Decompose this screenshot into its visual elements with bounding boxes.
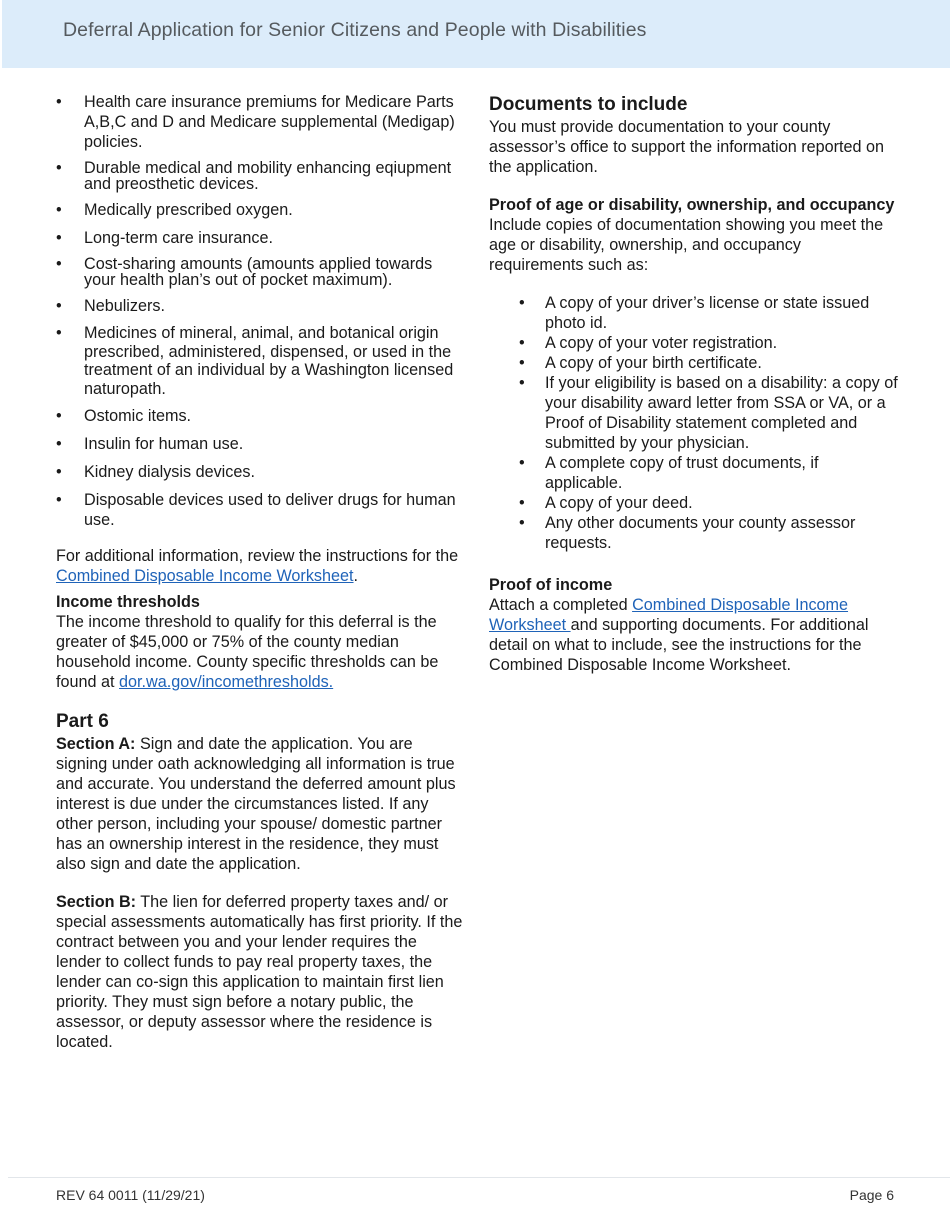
bullet-icon: • bbox=[519, 294, 525, 312]
list-item: • Nebulizers. bbox=[56, 297, 165, 315]
document-title: Deferral Application for Senior Citizens and People with Disabilities bbox=[63, 19, 647, 41]
list-item: • Health care insurance premiums for Medicare Parts A,B,C and D and Medicare supplemental (Medigap) policies. bbox=[56, 93, 455, 151]
form-number: REV 64 0011 (11/29/21) bbox=[56, 1187, 205, 1203]
list-item: • Any other documents your county assessor requests. bbox=[519, 514, 856, 552]
bullet-icon: • bbox=[56, 201, 62, 219]
additional-info-paragraph: For additional information, review the instructions for the Combined Disposable Income Worksheet. bbox=[56, 547, 459, 585]
bullet-icon: • bbox=[56, 159, 62, 177]
bullet-icon: • bbox=[519, 514, 525, 532]
proof-age-paragraph: Include copies of documentation showing you meet the age or disability, ownership, and occupancy requirements such as: bbox=[489, 216, 884, 274]
left-column bbox=[56, 92, 466, 1052]
proof-income-paragraph: Attach a completed Combined Disposable Income Worksheet and supporting documents. For additional detail on what to include, see the instructions for the Combined Disposable Income Worksheet. bbox=[489, 596, 869, 674]
income-thresholds-link[interactable]: dor.wa.gov/incomethresholds. bbox=[119, 673, 334, 691]
proof-income-heading: Proof of income bbox=[489, 576, 613, 594]
bullet-icon: • bbox=[56, 229, 62, 247]
footer-divider bbox=[8, 1177, 950, 1178]
page-header bbox=[2, 0, 950, 68]
list-item: • A copy of your birth certificate. bbox=[519, 354, 762, 372]
documents-heading: Documents to include bbox=[489, 94, 688, 115]
worksheet-link[interactable]: Combined Disposable Income Worksheet bbox=[489, 596, 849, 634]
bullet-icon: • bbox=[519, 354, 525, 372]
bullet-icon: • bbox=[519, 494, 525, 512]
bullet-icon: • bbox=[56, 435, 62, 453]
medical-expenses-list bbox=[56, 92, 466, 530]
list-item: • Insulin for human use. bbox=[56, 435, 244, 453]
list-item: • A copy of your voter registration. bbox=[519, 334, 778, 352]
bullet-icon: • bbox=[519, 454, 525, 472]
bullet-icon: • bbox=[56, 297, 62, 315]
bullet-icon: • bbox=[56, 93, 62, 111]
income-thresholds-heading: Income thresholds bbox=[56, 593, 200, 611]
list-item: • A complete copy of trust documents, if applicable. bbox=[519, 454, 819, 492]
list-item: • If your eligibility is based on a disability: a copy of your disability award letter from SSA or VA, or a Proof of Disability statement completed and submitted by your physician. bbox=[519, 374, 898, 452]
list-item: • Medically prescribed oxygen. bbox=[56, 201, 293, 219]
section-a-paragraph: Section A: Sign and date the application. You are signing under oath acknowledging all information is true and accurate. You understand the deferred amount plus interest is due under the circumstances listed. If any other person, including your spouse/ domestic partner has an ownership interest in the residence, they must also sign and date the application. bbox=[56, 735, 456, 873]
page-number: Page 6 bbox=[849, 1187, 894, 1203]
list-item: • A copy of your driver’s license or state issued photo id. bbox=[519, 294, 870, 332]
section-b-paragraph: Section B: The lien for deferred property taxes and/ or special assessments automatically has first priority. If the contract between you and your lender requires the lender to collect funds to pay real property taxes, the lender can co-sign this application to maintain first lien priority. They must sign before a notary public, the assessor, or deputy assessor where the residence is located. bbox=[56, 893, 463, 1051]
proof-age-heading: Proof of age or disability, ownership, and occupancy bbox=[489, 196, 895, 214]
proof-documents-list bbox=[489, 293, 899, 553]
bullet-icon: • bbox=[56, 324, 62, 342]
bullet-icon: • bbox=[519, 374, 525, 392]
bullet-icon: • bbox=[56, 407, 62, 425]
part6-heading: Part 6 bbox=[56, 711, 109, 732]
documents-paragraph: You must provide documentation to your county assessor’s office to support the information reported on the application. bbox=[489, 118, 885, 176]
list-item: • Long-term care insurance. bbox=[56, 229, 273, 247]
list-item: • Kidney dialysis devices. bbox=[56, 463, 255, 481]
bullet-icon: • bbox=[56, 255, 62, 273]
list-item: • Disposable devices used to deliver drugs for human use. bbox=[56, 491, 456, 529]
list-item: • Durable medical and mobility enhancing eqiupment and preosthetic devices. bbox=[56, 159, 452, 193]
worksheet-link[interactable]: Combined Disposable Income Worksheet bbox=[56, 567, 354, 585]
income-thresholds-paragraph: The income threshold to qualify for this deferral is the greater of $45,000 or 75% of the county median household income. County specific thresholds can be found at dor.wa.gov/incomethresholds. bbox=[56, 613, 439, 691]
bullet-icon: • bbox=[519, 334, 525, 352]
bullet-icon: • bbox=[56, 463, 62, 481]
bullet-icon: • bbox=[56, 491, 62, 509]
list-item: • Ostomic items. bbox=[56, 407, 192, 425]
list-item: • Cost-sharing amounts (amounts applied towards your health plan’s out of pocket maximum). bbox=[56, 255, 433, 289]
list-item: • A copy of your deed. bbox=[519, 494, 693, 512]
list-item: • Medicines of mineral, animal, and botanical origin prescribed, administered, dispensed, or used in the treatment of an individual by a Washington licensed naturopath. bbox=[56, 324, 454, 398]
right-column bbox=[489, 92, 899, 675]
